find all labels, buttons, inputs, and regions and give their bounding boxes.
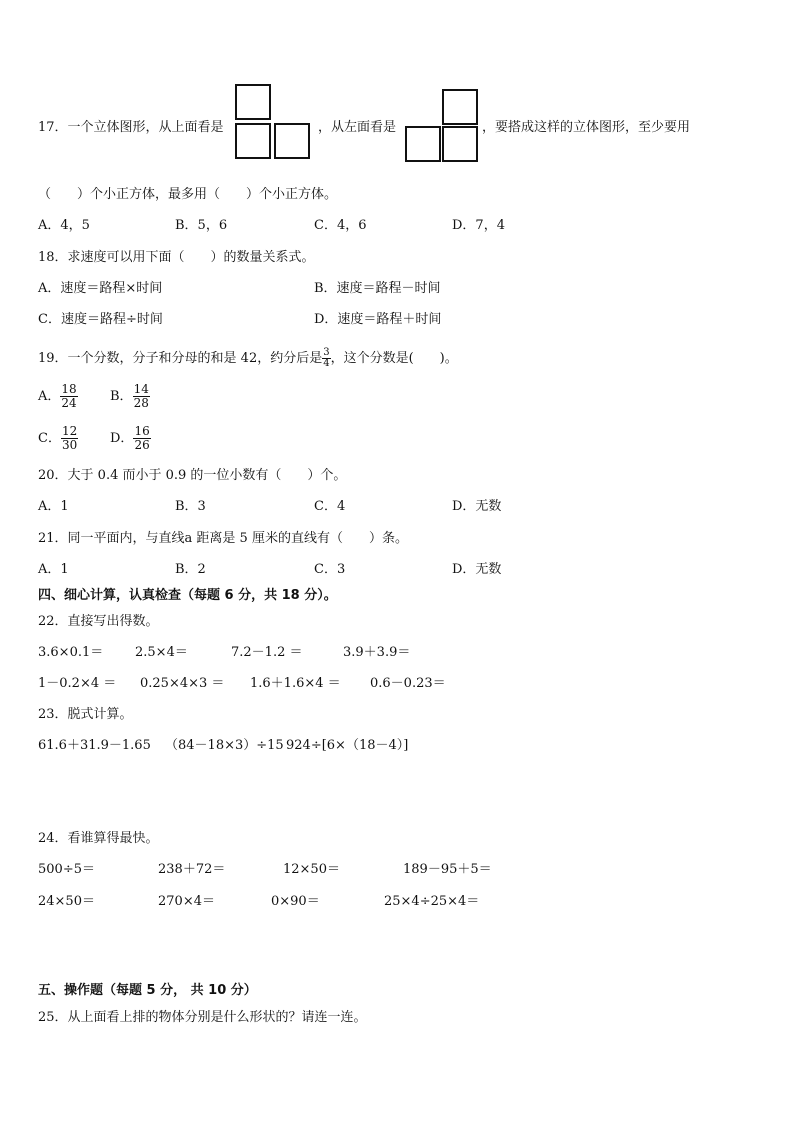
q24-item: 0×90＝ [271,894,320,909]
q17-suffix: ，要搭成这样的立体图形，至少要用 [482,120,691,135]
q20-stem: 20．大于 0.4 而小于 0.9 的一位小数有（ ）个。 [38,468,347,483]
q21-option-b[interactable]: B．2 [175,562,206,577]
q20-option-d[interactable]: D．无数 [452,499,502,514]
q22-item: 1－0.2×4 ＝ [38,676,117,691]
q22-item: 2.5×4＝ [135,645,188,660]
q18-option-b[interactable]: B．速度＝路程－时间 [314,281,441,296]
q23-stem: 23．脱式计算。 [38,707,133,722]
q24-item: 500÷5＝ [38,862,95,877]
q24-item: 12×50＝ [283,862,340,877]
q19-option-c[interactable]: C． $\frac{12}{30}$ [38,424,78,452]
q17-mid: ，从左面看是 [318,120,397,135]
q22-item: 1.6＋1.6×4 ＝ [250,676,341,691]
q22-stem: 22．直接写出得数。 [38,614,159,629]
q21-option-c[interactable]: C．3 [314,562,346,577]
q23-item: 61.6＋31.9－1.65 [38,738,151,753]
q22-item: 7.2－1.2 ＝ [231,645,303,660]
q22-item: 0.6－0.23＝ [370,676,446,691]
q21-stem: 21．同一平面内，与直线a 距离是 5 厘米的直线有（ ）条。 [38,531,408,546]
q19-option-b[interactable]: B． $\frac{14}{28}$ [110,382,149,410]
q17-option-d[interactable]: D．7，4 [452,218,505,233]
top-view-figure [235,84,313,164]
q24-item: 270×4＝ [158,894,215,909]
q24-item: 25×4÷25×4＝ [384,894,480,909]
section-5-title: 五、操作题（每题 5 分， 共 10 分） [38,983,257,998]
q20-option-a[interactable]: A．1 [38,499,69,514]
q19-option-a[interactable]: A． $\frac{18}{24}$ [38,382,77,410]
q25-stem: 25．从上面看上排的物体分别是什么形状的？请连一连。 [38,1010,367,1025]
q24-item: 238＋72＝ [158,862,226,877]
q24-item: 24×50＝ [38,894,95,909]
q23-item: （84－18×3）÷15 [165,738,284,753]
q23-item: 924÷[6×（18－4）] [286,738,409,753]
q19-stem: 19．一个分数，分子和分母的和是 42，约分后是 $\frac{3}{4}$ ，这个分数是( )。 [38,347,458,369]
q17-option-c[interactable]: C．4，6 [314,218,367,233]
q22-item: 0.25×4×3 ＝ [140,676,225,691]
q20-option-b[interactable]: B．3 [175,499,206,514]
q22-item: 3.6×0.1＝ [38,645,104,660]
q24-item: 189－95＋5＝ [403,862,492,877]
q17-option-a[interactable]: A．4，5 [38,218,90,233]
q18-option-a[interactable]: A．速度＝路程×时间 [38,281,163,296]
q18-option-c[interactable]: C．速度＝路程÷时间 [38,312,163,327]
q19-fraction: $\frac{3}{4}$ [323,347,330,369]
q20-option-c[interactable]: C．4 [314,499,346,514]
q24-stem: 24．看谁算得最快。 [38,831,159,846]
q18-option-d[interactable]: D．速度＝路程＋时间 [314,312,442,327]
q19-option-d[interactable]: D． $\frac{16}{26}$ [110,424,150,452]
q17-option-b[interactable]: B．5，6 [175,218,228,233]
q21-option-a[interactable]: A．1 [38,562,69,577]
q17-prefix: 17．一个立体图形，从上面看是 [38,120,224,135]
q22-item: 3.9＋3.9＝ [343,645,411,660]
left-view-figure [405,89,481,165]
q21-option-d[interactable]: D．无数 [452,562,502,577]
q18-stem: 18．求速度可以用下面（ ）的数量关系式。 [38,250,315,265]
section-4-title: 四、细心计算，认真检查（每题 6 分，共 18 分）。 [38,588,337,603]
q17-line2: （ ）个小正方体，最多用（ ）个小正方体。 [38,187,338,202]
